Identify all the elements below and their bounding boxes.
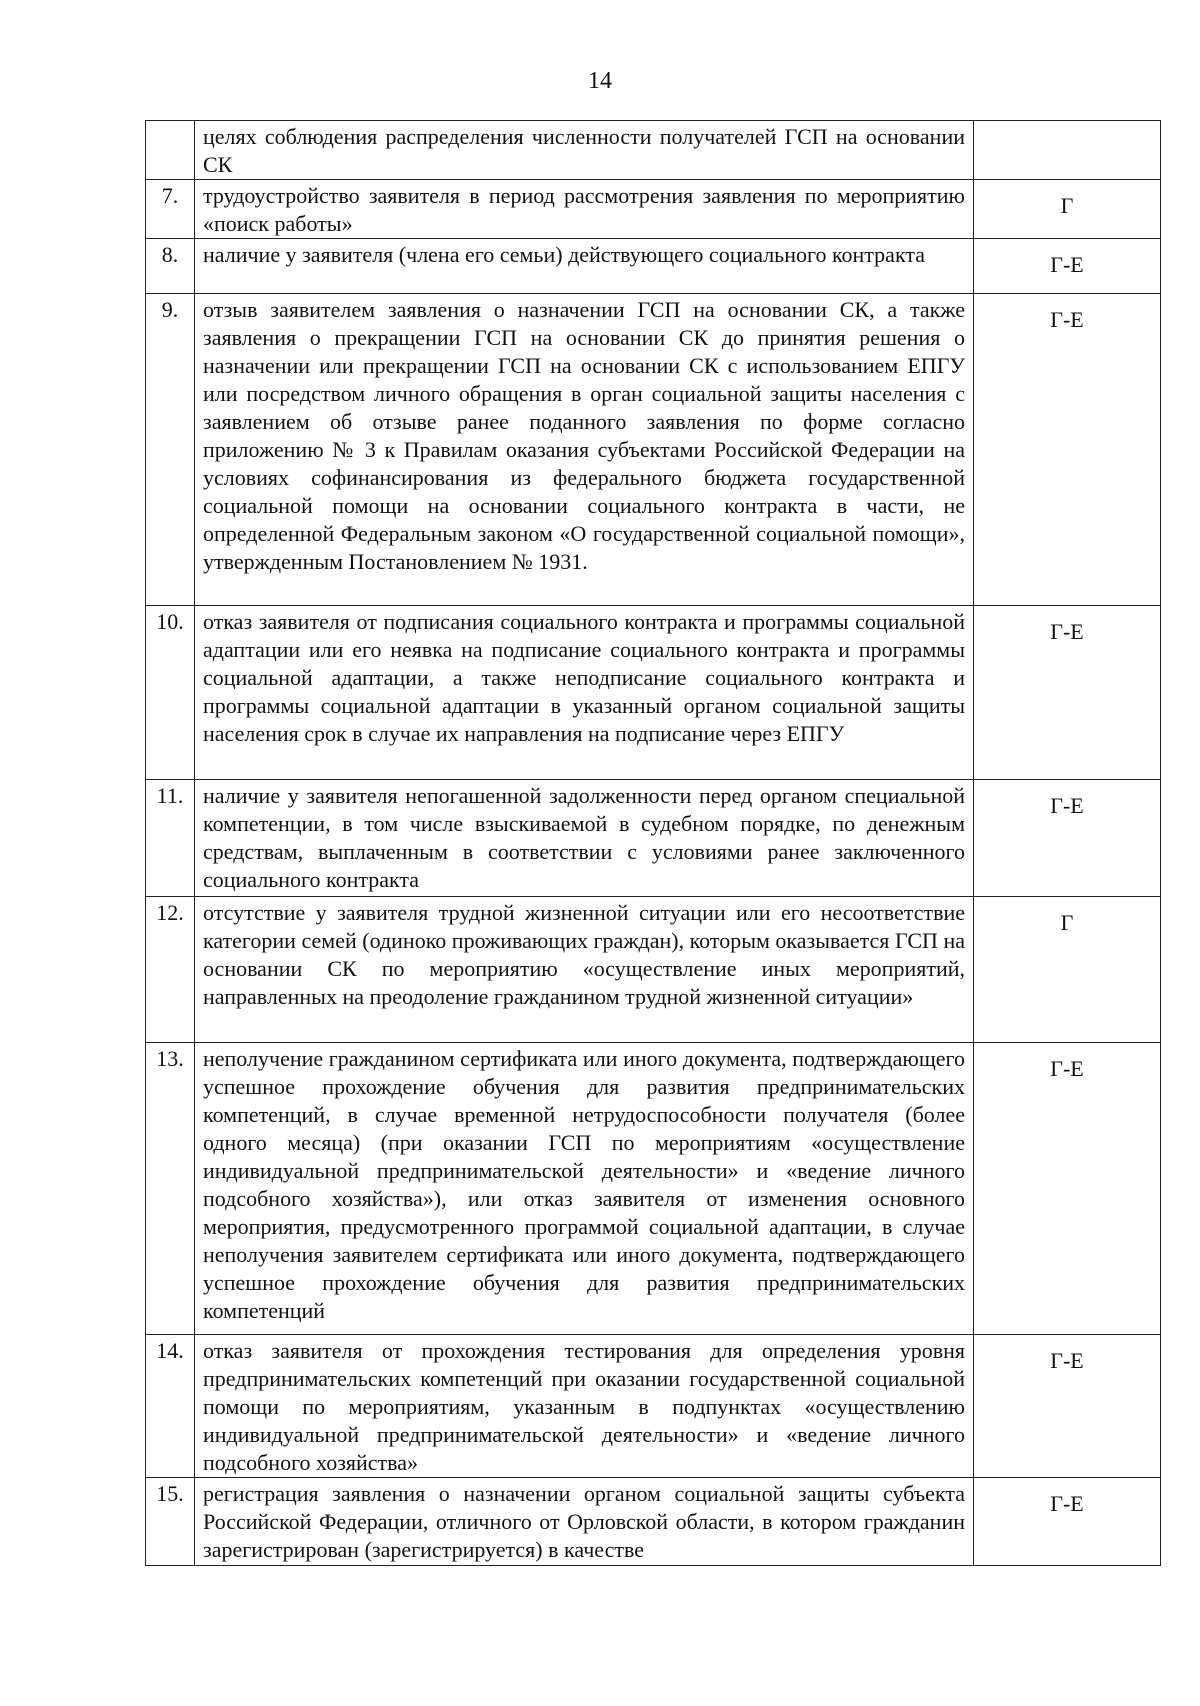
- table-row: [146, 180, 1161, 239]
- table-row: [146, 294, 1161, 606]
- conditions-table: [145, 120, 1161, 1566]
- table-row: [146, 606, 1161, 780]
- row-text: отказ заявителя от прохождения тестирования для определения уровня предпринимательских компетенций при оказании государственной социальной помощи по мероприятиям, указанным в подпунктах «осуществлению индивидуальной предпринимательской деятельности» и «ведение личного подсобного хозяйства»: [195, 1335, 974, 1478]
- row-code: Г-Е: [974, 1335, 1161, 1478]
- page-number: 14: [588, 68, 612, 94]
- table-row: [146, 780, 1161, 897]
- row-number: 14.: [146, 1335, 195, 1478]
- row-text: целях соблюдения распределения численности получателей ГСП на основании СК: [195, 121, 974, 180]
- row-code: Г-Е: [974, 1478, 1161, 1566]
- row-code: Г-Е: [974, 606, 1161, 780]
- row-text: трудоустройство заявителя в период рассмотрения заявления по мероприятию «поиск работы»: [195, 180, 974, 239]
- row-text: регистрация заявления о назначении органом социальной защиты субъекта Российской Федерации, отличного от Орловской области, в котором гражданин зарегистрирован (зарегистрируется) в качестве: [195, 1478, 974, 1566]
- table-row: [146, 121, 1161, 180]
- row-text: наличие у заявителя непогашенной задолженности перед органом специальной компетенции, в том числе взыскиваемой в судебном порядке, по денежным средствам, выплаченным в соответствии с условиями ранее заключенного социального контракта: [195, 780, 974, 897]
- row-number: 15.: [146, 1478, 195, 1566]
- row-number: 13.: [146, 1043, 195, 1335]
- row-code: Г: [974, 897, 1161, 1043]
- row-text: неполучение гражданином сертификата или иного документа, подтверждающего успешное прохождение обучения для развития предпринимательских компетенций, в случае временной нетрудоспособности получателя (более одного месяца) (при оказании ГСП по мероприятиям «осуществление индивидуальной предпринимательской деятельности» и «ведение личного подсобного хозяйства»), или отказ заявителя от изменения основного мероприятия, предусмотренного программой социальной адаптации, в случае неполучения заявителем сертификата или иного документа, подтверждающего успешное прохождение обучения для развития предпринимательских компетенций: [195, 1043, 974, 1335]
- table-row: [146, 1478, 1161, 1566]
- row-code: Г-Е: [974, 1043, 1161, 1335]
- row-number: 10.: [146, 606, 195, 780]
- row-number: [146, 121, 195, 180]
- row-code: Г-Е: [974, 294, 1161, 606]
- row-code: Г: [974, 180, 1161, 239]
- table-row: [146, 239, 1161, 294]
- row-text: отзыв заявителем заявления о назначении ГСП на основании СК, а также заявления о прекращении ГСП на основании СК до принятия решения о назначении или прекращении ГСП на основании СК с использованием ЕПГУ или посредством личного обращения в орган социальной защиты населения с заявлением об отзыве ранее поданного заявления по форме согласно приложению № 3 к Правилам оказания субъектами Российской Федерации на условиях софинансирования из федерального бюджета государственной социальной помощи на основании социального контракта в части, не определенной Федеральным законом «О государственной социальной помощи», утвержденным Постановлением № 1931.: [195, 294, 974, 606]
- row-number: 9.: [146, 294, 195, 606]
- table-row: [146, 897, 1161, 1043]
- row-number: 12.: [146, 897, 195, 1043]
- row-code: [974, 121, 1161, 180]
- table-row: [146, 1335, 1161, 1478]
- row-number: 11.: [146, 780, 195, 897]
- row-code: Г-Е: [974, 239, 1161, 294]
- row-number: 7.: [146, 180, 195, 239]
- table-row: [146, 1043, 1161, 1335]
- row-code: Г-Е: [974, 780, 1161, 897]
- row-number: 8.: [146, 239, 195, 294]
- row-text: наличие у заявителя (члена его семьи) действующего социального контракта: [195, 239, 974, 294]
- row-text: отсутствие у заявителя трудной жизненной ситуации или его несоответствие категории семей (одиноко проживающих граждан), которым оказывается ГСП на основании СК по мероприятию «осуществление иных мероприятий, направленных на преодоление гражданином трудной жизненной ситуации»: [195, 897, 974, 1043]
- row-text: отказ заявителя от подписания социального контракта и программы социальной адаптации или его неявка на подписание социального контракта и программы социальной адаптации, а также неподписание социального контракта и программы социальной адаптации в указанный органом социальной защиты населения срок в случае их направления на подписание через ЕПГУ: [195, 606, 974, 780]
